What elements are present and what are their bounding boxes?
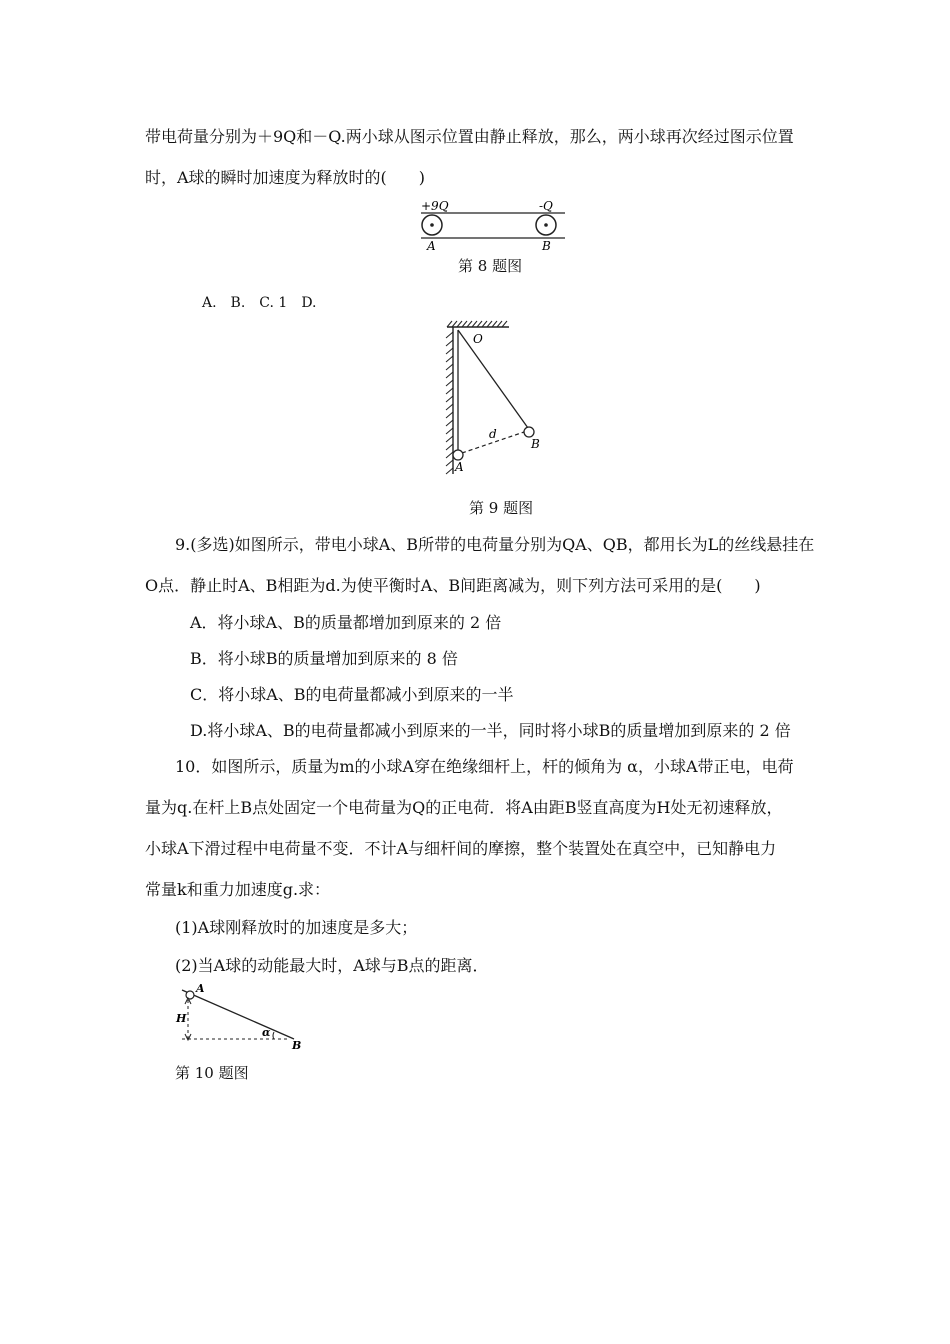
figure-10 xyxy=(168,982,308,1052)
figure-9-caption: 第 9 题图 xyxy=(469,499,534,517)
figure-8 xyxy=(415,196,575,252)
fig9-label-a: A xyxy=(455,460,464,474)
fig10-label-b: B xyxy=(292,1039,302,1052)
fig10-label-alpha: α xyxy=(262,1026,271,1039)
q10-stem-line-3: 小球A下滑过程中电荷量不变．不计A与细杆间的摩擦，整个装置处在真空中，已知静电力 xyxy=(145,839,777,858)
fig9-label-d: d xyxy=(489,427,497,441)
fig8-label-plus9q: +9Q xyxy=(421,199,449,213)
q9-stem-line-2: O点．静止时A、B相距为d.为使平衡时A、B间距离减为，则下列方法可采用的是( ) xyxy=(145,576,761,595)
q10-stem-line-1: 10．如图所示，质量为m的小球A穿在绝缘细杆上，杆的倾角为 α，小球A带正电，电荷 xyxy=(175,757,794,776)
q10-stem-line-2: 量为q.在杆上B点处固定一个电荷量为Q的正电荷．将A由距B竖直高度为H处无初速释放， xyxy=(145,798,783,817)
q9-option-b: B．将小球B的质量增加到原来的 8 倍 xyxy=(190,649,458,668)
q9-stem-line-1: 9.(多选)如图所示，带电小球A、B所带的电荷量分别为QA、QB，都用长为L的丝线悬挂在 xyxy=(175,535,815,554)
fig9-label-o: O xyxy=(473,332,483,346)
q8-stem-line-2: 时，A球的瞬时加速度为释放时的( ) xyxy=(145,168,426,187)
q10-part-1: (1)A球刚释放时的加速度是多大； xyxy=(175,918,418,937)
q8-stem-line-1: 带电荷量分别为＋9Q和－Q.两小球从图示位置由静止释放，那么，两小球再次经过图示位置 xyxy=(145,127,794,146)
q10-part-2: (2)当A球的动能最大时，A球与B点的距离． xyxy=(175,956,489,975)
fig8-label-b: B xyxy=(542,239,551,252)
fig10-label-a: A xyxy=(196,982,205,995)
fig8-label-minusq: -Q xyxy=(539,199,553,213)
fig9-label-b: B xyxy=(531,437,540,451)
figure-8-caption: 第 8 题图 xyxy=(458,257,523,275)
figure-9 xyxy=(433,318,553,478)
q8-options: A. B. C. 1 D. xyxy=(202,295,317,311)
q9-option-d: D.将小球A、B的电荷量都减小到原来的一半，同时将小球B的质量增加到原来的 2 倍 xyxy=(190,721,791,740)
figure-10-caption: 第 10 题图 xyxy=(175,1064,249,1082)
q9-option-a: A．将小球A、B的质量都增加到原来的 2 倍 xyxy=(190,613,502,632)
q9-option-c: C．将小球A、B的电荷量都减小到原来的一半 xyxy=(190,685,514,704)
fig8-label-a: A xyxy=(427,239,436,252)
fig10-label-h: H xyxy=(176,1012,187,1025)
q10-stem-line-4: 常量k和重力加速度g.求： xyxy=(145,880,331,899)
